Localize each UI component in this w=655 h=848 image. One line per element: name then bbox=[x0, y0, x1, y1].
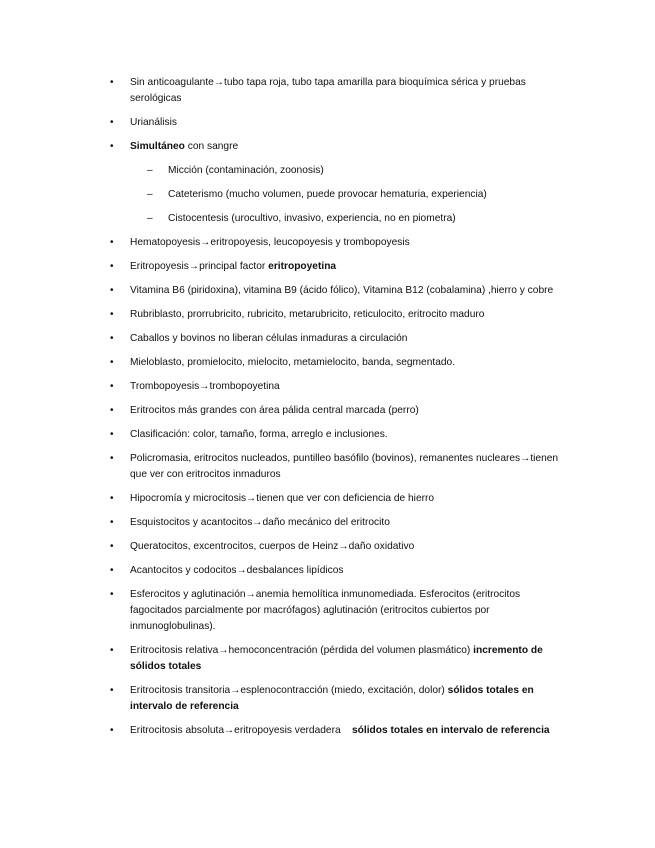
bullet-marker: • bbox=[110, 117, 114, 128]
dash-bullet: – bbox=[147, 213, 153, 224]
bold-text: sólidos totales en intervalo de referencia bbox=[130, 685, 537, 712]
list-item bbox=[0, 515, 655, 531]
bullet-marker: • bbox=[110, 141, 114, 152]
list-item bbox=[0, 427, 655, 443]
list-item bbox=[0, 643, 655, 675]
bullet-marker: • bbox=[110, 285, 114, 296]
item-text: Esferocitos y aglutinación→anemia hemolítica inmunomediada. Esferocitos (eritrocitos fagocitados parcialmente por macrófagos) aglutinación (eritrocitos cubiertos por inmunoglobulinas). bbox=[130, 589, 523, 632]
bullet-marker: • bbox=[110, 333, 114, 344]
bullet-marker: • bbox=[110, 589, 114, 600]
dash-bullet: – bbox=[147, 165, 153, 176]
sub-list-item bbox=[0, 187, 655, 203]
bullet-marker: • bbox=[110, 493, 114, 504]
list-item bbox=[0, 403, 655, 419]
item-text: Vitamina B6 (piridoxina), vitamina B9 (ácido fólico), Vitamina B12 (cobalamina) ,hierro y cobre bbox=[130, 285, 554, 296]
item-text: Sin anticoagulante→tubo tapa roja, tubo tapa amarilla para bioquímica sérica y pruebas serológicas bbox=[130, 77, 529, 104]
bullet-marker: • bbox=[110, 237, 114, 248]
bold-text: sólidos totales en intervalo de referencia bbox=[351, 725, 550, 736]
list-item bbox=[0, 115, 655, 131]
list-item bbox=[0, 723, 655, 739]
list-item bbox=[0, 75, 655, 107]
item-text: con sangre bbox=[184, 141, 239, 152]
item-text: Queratocitos, excentrocitos, cuerpos de Heinz→daño oxidativo bbox=[130, 541, 415, 552]
sub-list-item bbox=[0, 163, 655, 179]
list-item bbox=[0, 259, 655, 275]
bullet-marker: • bbox=[110, 405, 114, 416]
bullet-marker: • bbox=[110, 453, 114, 464]
bullet-marker: • bbox=[110, 645, 114, 656]
bullet-marker: • bbox=[110, 541, 114, 552]
item-text: Eritrocitosis relativa→hemoconcentración (pérdida del volumen plasmático) bbox=[130, 645, 474, 656]
item-text: Clasificación: color, tamaño, forma, arreglo e inclusiones. bbox=[130, 429, 388, 440]
bullet-marker: • bbox=[110, 309, 114, 320]
list-item bbox=[0, 355, 655, 371]
list-item bbox=[0, 283, 655, 299]
sub-list-item bbox=[0, 211, 655, 227]
bullet-marker: • bbox=[110, 77, 114, 88]
item-text: Hipocromía y microcitosis→tienen que ver con deficiencia de hierro bbox=[130, 493, 435, 504]
list-item bbox=[0, 379, 655, 395]
list-item bbox=[0, 491, 655, 507]
list-item bbox=[0, 587, 655, 635]
list-item bbox=[0, 331, 655, 347]
list-item bbox=[0, 307, 655, 323]
list-item bbox=[0, 563, 655, 579]
item-text: Cateterismo (mucho volumen, puede provocar hematuria, experiencia) bbox=[168, 189, 487, 200]
bold-text: eritropoyetina bbox=[268, 261, 337, 272]
bullet-marker: • bbox=[110, 565, 114, 576]
list-item bbox=[0, 539, 655, 555]
item-text: Eritrocitos más grandes con área pálida central marcada (perro) bbox=[130, 405, 419, 416]
item-text: Mieloblasto, promielocito, mielocito, metamielocito, banda, segmentado. bbox=[130, 357, 456, 368]
item-text: Esquistocitos y acantocitos→daño mecánico del eritrocito bbox=[130, 517, 390, 528]
item-text: Urianálisis bbox=[130, 117, 177, 128]
bullet-marker: • bbox=[110, 381, 114, 392]
bullet-list bbox=[0, 75, 655, 747]
item-text: Trombopoyesis→trombopoyetina bbox=[130, 381, 280, 392]
bullet-marker: • bbox=[110, 725, 114, 736]
item-text: Micción (contaminación, zoonosis) bbox=[168, 165, 324, 176]
bold-text: Simultáneo bbox=[130, 141, 185, 152]
list-item bbox=[0, 451, 655, 483]
item-text: Rubriblasto, prorrubricito, rubricito, metarubricito, reticulocito, eritrocito maduro bbox=[130, 309, 485, 320]
bullet-marker: • bbox=[110, 517, 114, 528]
bullet-marker: • bbox=[110, 261, 114, 272]
list-item bbox=[0, 235, 655, 251]
item-text: Caballos y bovinos no liberan células inmaduras a circulación bbox=[130, 333, 408, 344]
item-text: Acantocitos y codocitos→desbalances lipídicos bbox=[130, 565, 344, 576]
bullet-marker: • bbox=[110, 429, 114, 440]
bullet-marker: • bbox=[110, 357, 114, 368]
item-text: Eritrocitosis absoluta→eritropoyesis verdadera bbox=[130, 725, 352, 736]
item-text: Cistocentesis (urocultivo, invasivo, experiencia, no en piometra) bbox=[168, 213, 456, 224]
dash-bullet: – bbox=[147, 189, 153, 200]
bold-text: incremento de sólidos totales bbox=[130, 645, 546, 672]
bullet-marker: • bbox=[110, 685, 114, 696]
item-text: Eritrocitosis transitoria→esplenocontracción (miedo, excitación, dolor) bbox=[130, 685, 448, 696]
list-item bbox=[0, 683, 655, 715]
list-item bbox=[0, 139, 655, 155]
item-text: Eritropoyesis→principal factor bbox=[130, 261, 269, 272]
item-text: Policromasia, eritrocitos nucleados, puntilleo basófilo (bovinos), remanentes nucleares→tienen que ver con eritrocitos inmaduros bbox=[130, 453, 561, 480]
item-text: Hematopoyesis→eritropoyesis, leucopoyesis y trombopoyesis bbox=[130, 237, 410, 248]
